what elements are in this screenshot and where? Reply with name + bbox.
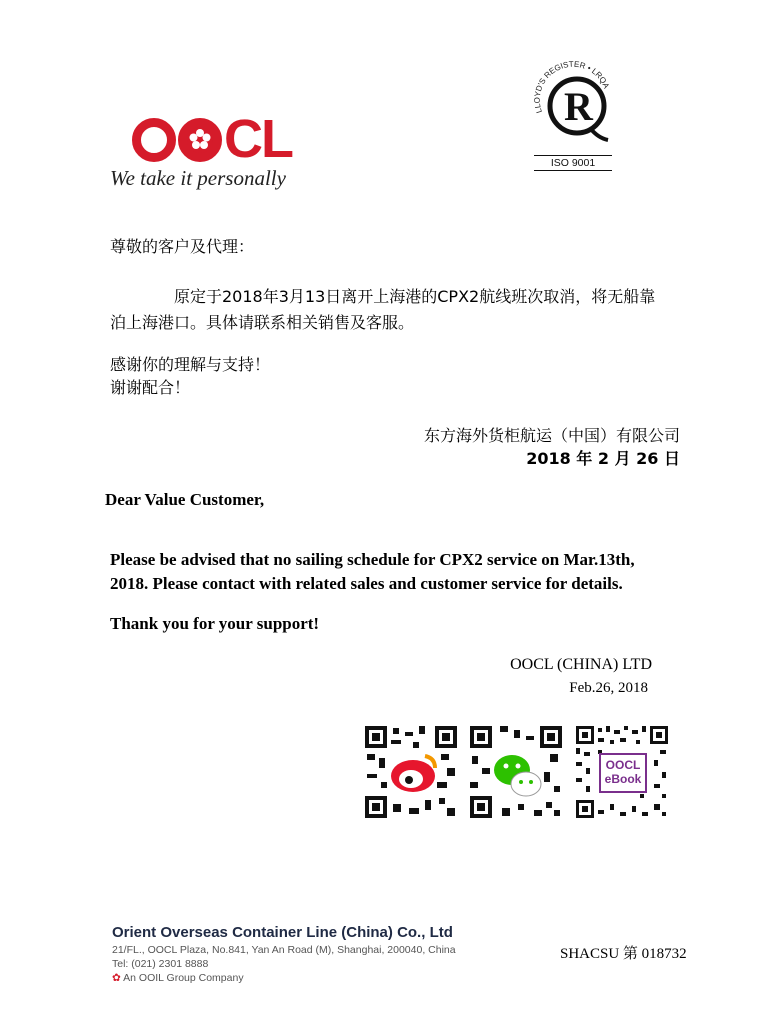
document-number: SHACSU 第 018732	[560, 946, 687, 962]
ebook-badge	[602, 758, 644, 786]
iso-label: ISO 9001	[534, 155, 612, 171]
en-company-name: OOCL (CHINA) LTD	[510, 656, 652, 673]
qr-pattern-wechat	[468, 724, 564, 820]
oocl-logo	[110, 109, 325, 196]
cn-date: 2018 年 2 月 26 日	[526, 449, 680, 468]
iso-certification-seal	[528, 52, 618, 176]
footer-address: 21/FL., OOCL Plaza, No.841, Yan An Road (M), Shanghai, 200040, China	[112, 944, 456, 956]
lrqa-seal-icon	[528, 52, 618, 152]
cn-salutation: 尊敬的客户及代理：	[110, 237, 255, 256]
cn-body-line2: 泊上海港口。具体请联系相关销售及客服。	[110, 313, 415, 332]
lrqa-ring-text: LLOYD'S REGISTER • LRQA	[532, 59, 611, 115]
cn-body-line1: 原定于2018年3月13日离开上海港的CPX2航线班次取消，将无船靠	[174, 287, 656, 306]
logo-letters-cl: CL	[224, 109, 292, 169]
cn-thanks-line2: 谢谢配合！	[110, 378, 191, 397]
qr-code-ebook[interactable]	[574, 724, 670, 824]
en-body-line1: Please be advised that no sailing schedule for CPX2 service on Mar.13th,	[110, 550, 635, 569]
footer-group	[112, 972, 456, 984]
footer-group-text: An OOIL Group Company	[123, 972, 244, 984]
plum-flower-icon	[178, 118, 222, 162]
oocl-wordmark	[132, 109, 292, 169]
tagline: We take it personally	[110, 166, 286, 190]
en-body-line2: 2018. Please contact with related sales and customer service for details.	[110, 574, 623, 593]
footer-company: Orient Overseas Container Line (China) Co., Ltd	[112, 924, 453, 941]
qr-pattern-weibo	[363, 724, 459, 820]
cn-company-name: 东方海外货柜航运（中国）有限公司	[423, 426, 680, 445]
qr-code-wechat[interactable]	[468, 724, 564, 824]
footer-letterhead	[112, 924, 456, 984]
en-date: Feb.26, 2018	[569, 680, 648, 696]
ebook-badge-line2: eBook	[604, 772, 642, 786]
en-thanks: Thank you for your support!	[110, 614, 320, 633]
qr-code-weibo[interactable]	[363, 724, 459, 824]
ebook-badge-line1: OOCL	[605, 758, 641, 772]
svg-text:R: R	[564, 84, 593, 129]
logo-letter-o	[132, 118, 176, 162]
footer-tel: Tel: (021) 2301 8888	[112, 958, 209, 970]
en-salutation: Dear Value Customer,	[105, 490, 265, 509]
cn-thanks-line1: 感谢你的理解与支持！	[110, 355, 271, 374]
plum-flower-icon: ✿	[112, 972, 121, 984]
